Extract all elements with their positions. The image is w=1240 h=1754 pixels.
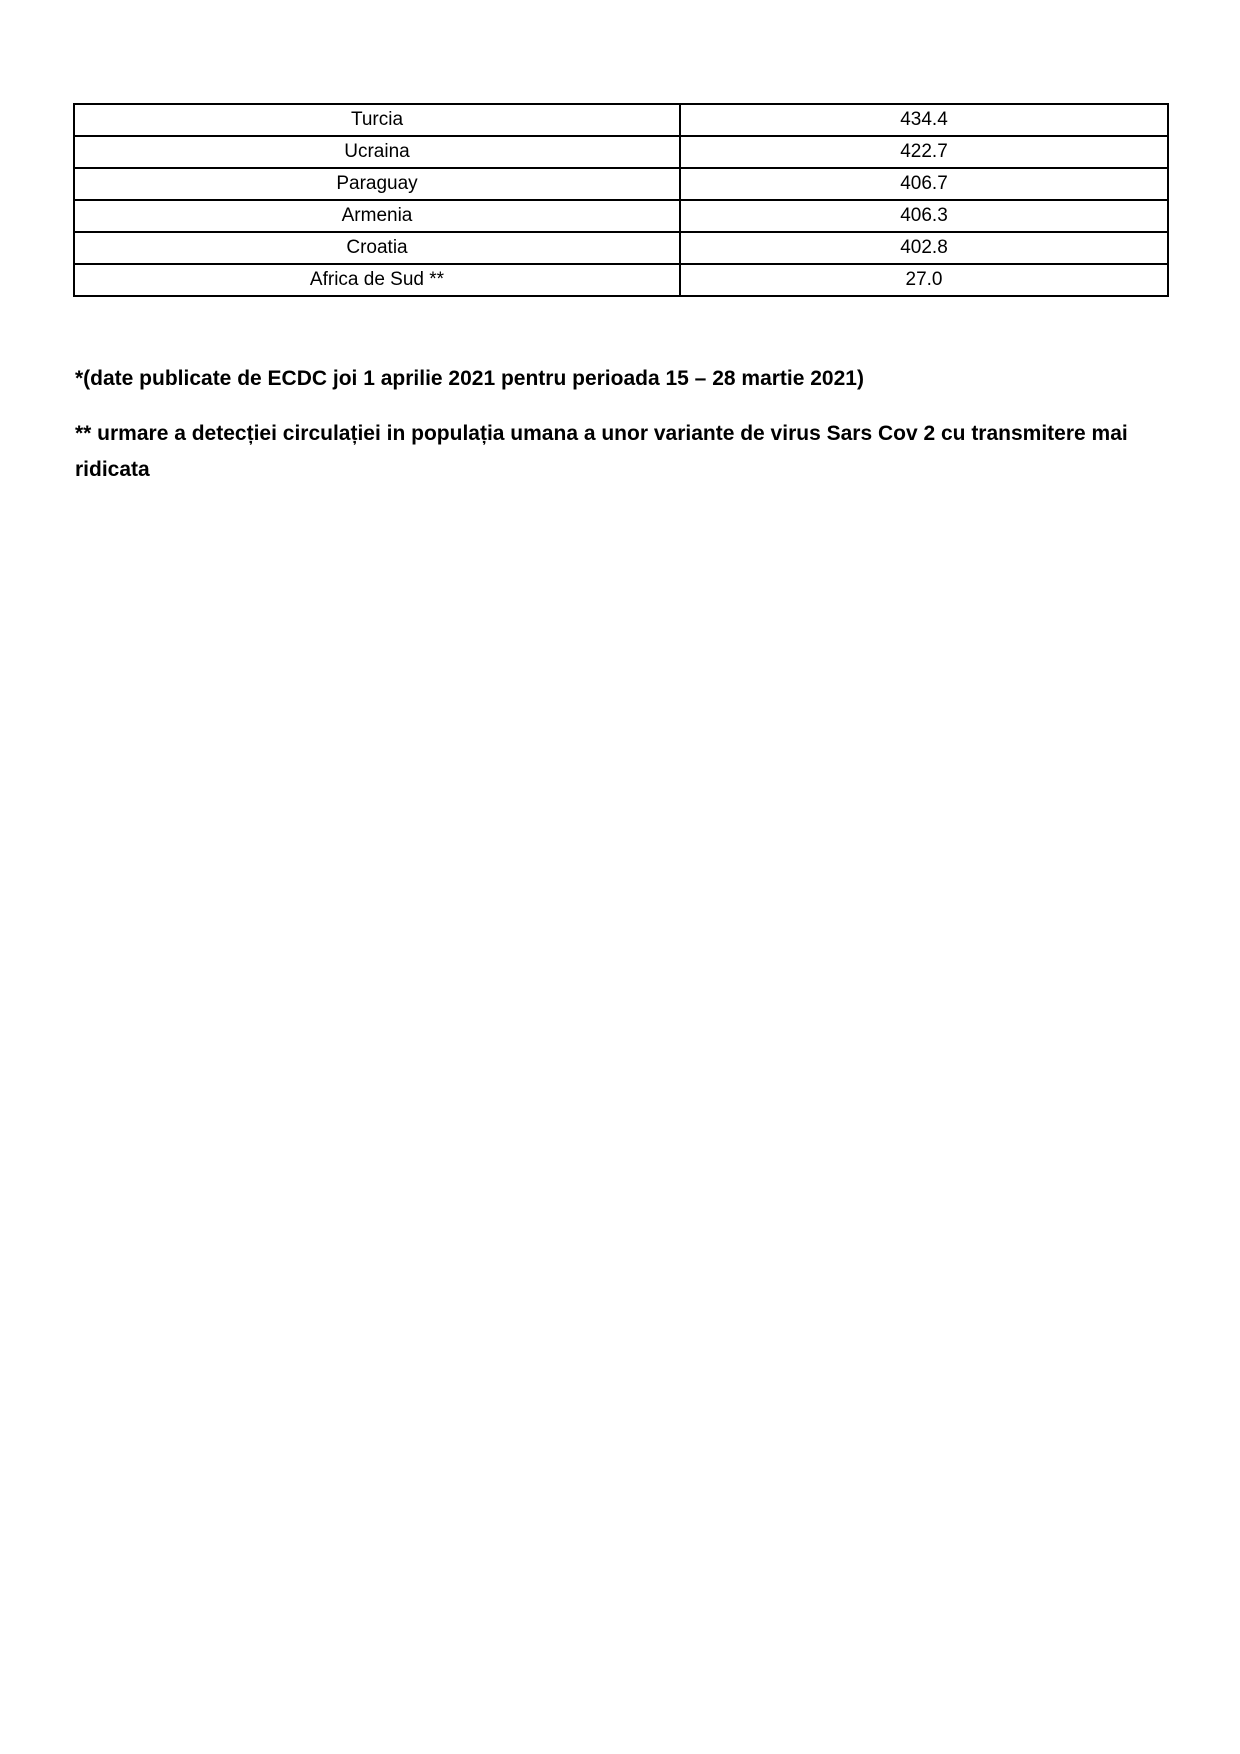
value-cell: 27.0 [680, 264, 1168, 296]
value-cell: 406.7 [680, 168, 1168, 200]
table-row [74, 168, 1168, 200]
table-row [74, 232, 1168, 264]
value-cell: 434.4 [680, 104, 1168, 136]
country-cell: Paraguay [74, 168, 680, 200]
country-cell: Turcia [74, 104, 680, 136]
table-row [74, 104, 1168, 136]
table-row [74, 200, 1168, 232]
country-cell: Ucraina [74, 136, 680, 168]
country-cell: Africa de Sud ** [74, 264, 680, 296]
value-cell: 402.8 [680, 232, 1168, 264]
footnote-variants: ** urmare a detecției circulației in populația umana a unor variante de virus Sars Cov 2 cu transmitere mai ridicata [75, 422, 1128, 481]
country-cell: Croatia [74, 232, 680, 264]
incidence-table [73, 103, 1169, 297]
value-cell: 406.3 [680, 200, 1168, 232]
table-row [74, 264, 1168, 296]
table-row [74, 136, 1168, 168]
country-cell: Armenia [74, 200, 680, 232]
footnote-source: *(date publicate de ECDC joi 1 aprilie 2021 pentru perioada 15 – 28 martie 2021) [75, 367, 864, 390]
value-cell: 422.7 [680, 136, 1168, 168]
